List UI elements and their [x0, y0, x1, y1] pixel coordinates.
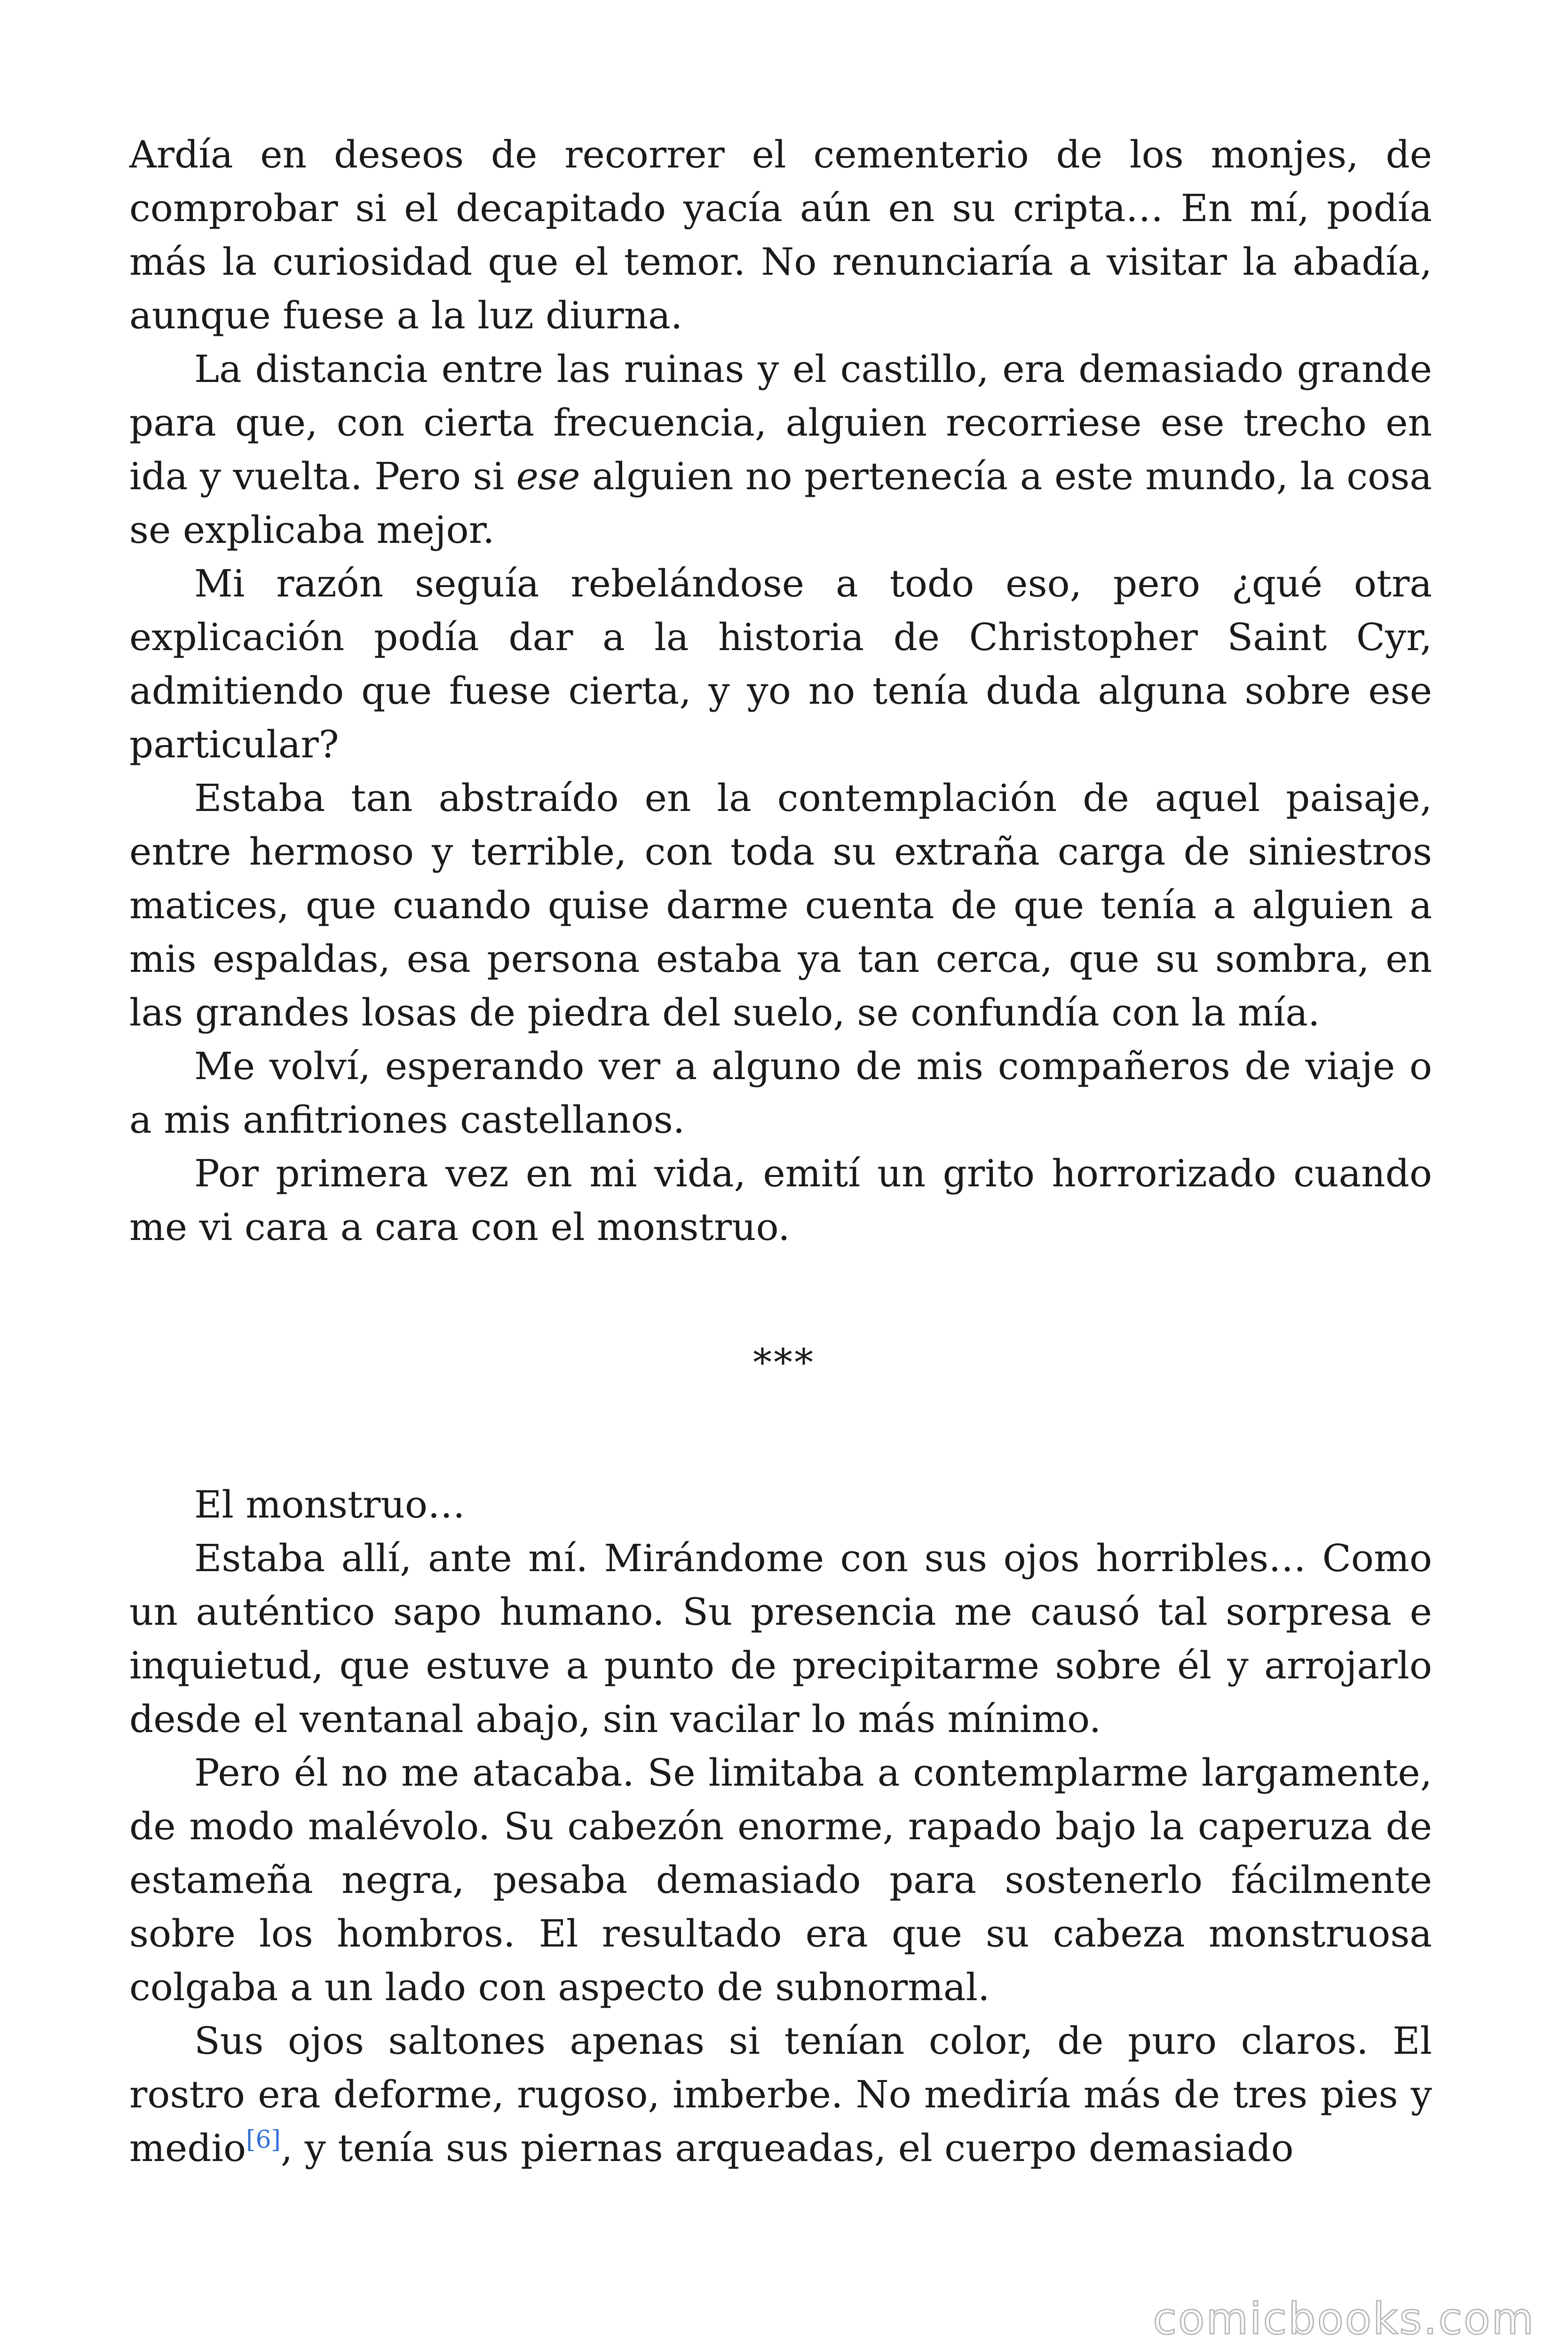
paragraph-text: alguien no pertenecía a este mundo, la cosa se explicaba mejor. — [129, 454, 1432, 552]
paragraph — [129, 342, 1432, 557]
paragraph-text: Pero él no me atacaba. Se limitaba a contemplarme largamente, de modo malévolo. Su cabezón enorme, rapado bajo la caperuza de estameña negra, pesaba demasiado para sostenerlo fácilmente sobre los hombros. El resultado era que su cabeza monstruosa colgaba a un lado con aspecto de subnormal. — [129, 1751, 1432, 2009]
footnote-link[interactable]: [6] — [246, 2126, 281, 2154]
paragraph — [129, 771, 1432, 1040]
section-separator: *** — [753, 1341, 815, 1384]
paragraph — [129, 1746, 1432, 2014]
paragraph — [129, 1532, 1432, 1746]
paragraph-text: Ardía en deseos de recorrer el cementerio de los monjes, de comprobar si el decapitado yacía aún en su cripta… En mí, podía más la curiosidad que el temor. No renunciaría a visitar la abadía, aunque fuese a la luz diurna. — [129, 133, 1432, 337]
paragraph — [129, 1478, 1432, 1532]
italic-word: ese — [516, 454, 580, 498]
paragraph — [129, 2014, 1432, 2175]
paragraph-text: Sus ojos saltones apenas si tenían color, de puro claros. El rostro era deforme, rugoso, imberbe. No mediría más de tres pies y medio — [129, 2019, 1432, 2170]
paragraph-text: , y tenía sus piernas arqueadas, el cuerpo demasiado — [280, 2126, 1294, 2170]
paragraph — [129, 128, 1432, 342]
paragraph-text: El monstruo… — [194, 1483, 466, 1526]
paragraph-text: Estaba allí, ante mí. Mirándome con sus ojos horribles… Como un auténtico sapo humano. Su presencia me causó tal sorpresa e inquietud, que estuve a punto de precipitarme sobre él y arrojarlo desde el ventanal abajo, sin vacilar lo más mínimo. — [129, 1536, 1432, 1741]
paragraph-text: Me volví, esperando ver a alguno de mis compañeros de viaje o a mis anfitriones castellanos. — [129, 1044, 1432, 1142]
paragraph — [129, 557, 1432, 771]
watermark-logo: comicbooks.com — [1153, 2294, 1535, 2344]
paragraph-text: Mi razón seguía rebelándose a todo eso, pero ¿qué otra explicación podía dar a la historia de Christopher Saint Cyr, admitiendo que fuese cierta, y yo no tenía duda alguna sobre ese particular? — [129, 562, 1432, 766]
text-block-bottom — [129, 1478, 1432, 2175]
paragraph-text: Estaba tan abstraído en la contemplación de aquel paisaje, entre hermoso y terrible, con toda su extraña carga de siniestros matices, que cuando quise darme cuenta de que tenía a alguien a mis espaldas, esa persona estaba ya tan cerca, que su sombra, en las grandes losas de piedra del suelo, se confundía con la mía. — [129, 776, 1432, 1034]
paragraph — [129, 1147, 1432, 1254]
paragraph-text: Por primera vez en mi vida, emití un grito horrorizado cuando me vi cara a cara con el monstruo. — [129, 1152, 1432, 1249]
paragraph — [129, 1040, 1432, 1147]
paragraph-text: La distancia entre las ruinas y el castillo, era demasiado grande para que, con cierta frecuencia, alguien recorriese ese trecho en ida y vuelta. Pero si — [129, 347, 1432, 498]
text-block-top — [129, 128, 1432, 1254]
